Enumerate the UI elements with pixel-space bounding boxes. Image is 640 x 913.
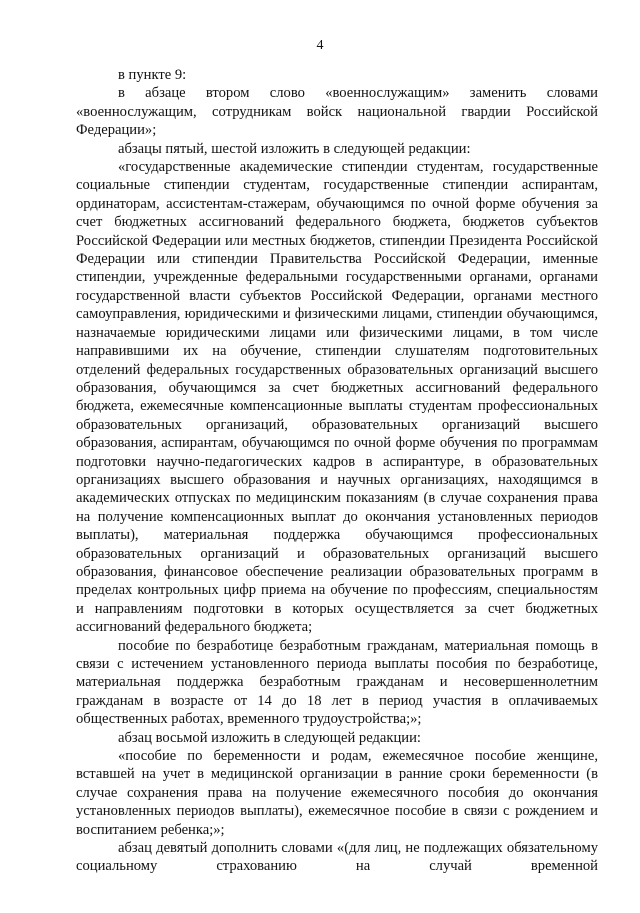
paragraph-second-abzac-amendment: в абзаце втором слово «военнослужащим» заменить словами «военнослужащим, сотрудникам войск национальной гвардии Российской Федерации»; <box>76 85 598 139</box>
page-number: 4 <box>316 38 324 53</box>
document-body <box>76 66 598 876</box>
paragraph-fifth-sixth-intro: абзацы пятый, шестой изложить в следующей редакции: <box>118 140 471 157</box>
paragraph-ninth-amendment: абзац девятый дополнить словами «(для лиц, не подлежащих обязательному социальному страхованию на случай временной <box>76 840 598 875</box>
paragraph-maternity-benefit: «пособие по беременности и родам, ежемесячное пособие женщине, вставшей на учет в медицинской организации в ранние сроки беременности (в случае сохранения права на получение ежемесячного пособия до окончания установленных периодов выплаты), ежемесячное пособие в связи с рождением и воспитанием ребенка;»; <box>76 748 598 838</box>
paragraph-unemployment-benefit: пособие по безработице безработным гражданам, материальная помощь в связи с истечением установленного периода выплаты пособия по безработице, материальная поддержка безработным гражданам и несовершеннолетним гражданам в возрасте от 14 до 18 лет в период участия в оплачиваемых общественных работах, временного трудоустройства;»; <box>76 637 598 728</box>
paragraph-scholarships: «государственные академические стипендии студентам, государственные социальные стипендии студентам, государственные стипендии аспирантам, ординаторам, ассистентам-стажерам, обучающимся по очной форме обучения за счет бюджетных ассигнований федерального бюджета, бюджетов субъектов Российской Федерации или местных бюджетов, стипендии Президента Российской Федерации или стипендии Правительства Российской Федерации, именные стипендии, учрежденные федеральными государственными органами, органами государственной власти субъектов Российской Федерации, органами местного самоуправления, юридическими и физическими лицами, стипендии обучающимся, назначаемые юридическими лицами или физическими лицами, в том числе направившими их на обучение, стипендии слушателям подготовительных отделений федеральных государственных образовательных организаций высшего образования, обучающимся за счет бюджетных ассигнований федерального бюджета, ежемесячные компенсационные выплаты студентам профессиональных образовательных организаций, образовательных организаций высшего образования, аспирантам, обучающимся по очной форме обучения по программам подготовки научно-педагогических кадров в аспирантуре, в образовательных организациях высшего образования и научных организациях, находящимся в академических отпусках по медицинским показаниям (в случае сохранения права на получение компенсационных выплат до окончания установленных периодов выплаты), материальная поддержка обучающимся профессиональных образовательных организаций и образовательных организаций высшего образования, финансовое обеспечение реализации образовательных программ в пределах контрольных цифр приема на обучение по профессиям, специальностям и направлениям подготовки в которых осуществляется за счет бюджетных ассигнований федерального бюджета; <box>76 159 598 636</box>
paragraph-eighth-intro: абзац восьмой изложить в следующей редакции: <box>118 729 421 746</box>
paragraph-point-9-intro: в пункте 9: <box>118 67 187 83</box>
